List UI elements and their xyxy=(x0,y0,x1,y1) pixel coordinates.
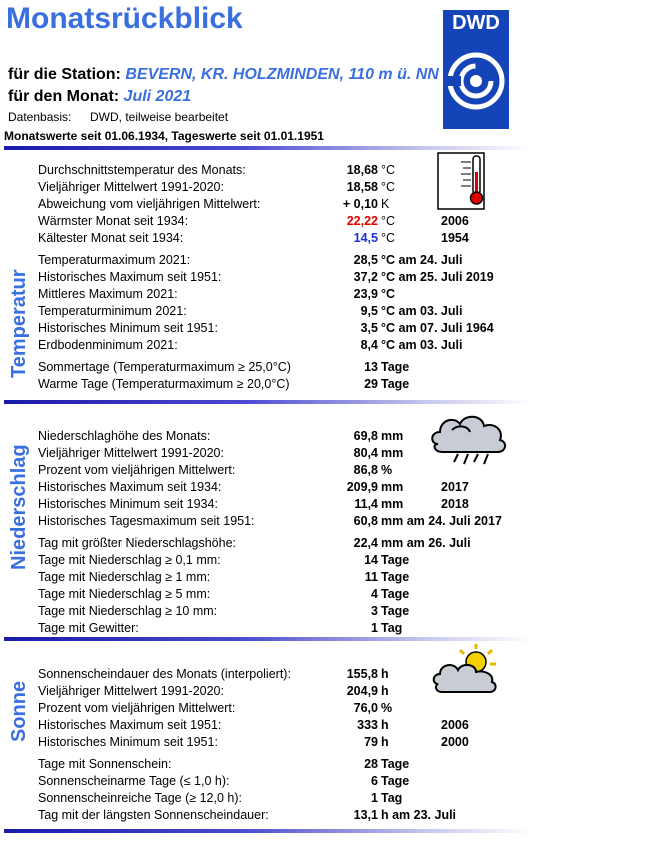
row-unit: Tage xyxy=(381,553,410,567)
row-label: Historisches Maximum seit 1951: xyxy=(38,270,222,284)
row-label: Historisches Minimum seit 1934: xyxy=(38,497,218,511)
row-unit: mm am 26. Juli xyxy=(381,536,471,550)
row-unit: K xyxy=(381,197,390,211)
row-label: Historisches Maximum seit 1951: xyxy=(38,718,222,732)
row-label: Historisches Minimum seit 1951: xyxy=(38,735,218,749)
row-unit: Tage xyxy=(381,604,410,618)
row-unit: mm am 24. Juli 2017 xyxy=(381,514,502,528)
row-year: 2018 xyxy=(441,497,469,511)
row-unit: °C am 24. Juli xyxy=(381,253,463,267)
station-label: für die Station: xyxy=(8,66,121,83)
month-line xyxy=(8,88,191,106)
row-unit: h xyxy=(381,667,389,681)
row-label: Vieljähriger Mittelwert 1991-2020: xyxy=(38,684,224,698)
row-year: 2006 xyxy=(441,214,469,228)
row-unit: mm xyxy=(381,446,404,460)
row-label: Mittleres Maximum 2021: xyxy=(38,287,178,301)
row-unit: % xyxy=(381,701,393,715)
row-value: 29 xyxy=(364,377,378,391)
row-unit: mm xyxy=(381,429,404,443)
row-value: 22,4 xyxy=(353,536,378,550)
row-label: Tage mit Gewitter: xyxy=(38,621,139,635)
row-value: 1 xyxy=(371,621,378,635)
row-label: Tage mit Sonnenschein: xyxy=(38,757,172,771)
row-value: 28,5 xyxy=(353,253,378,267)
row-unit: Tage xyxy=(381,377,410,391)
row-label: Abweichung vom vieljährigen Mittelwert: xyxy=(38,197,261,211)
row-unit: °C xyxy=(381,231,396,245)
row-label: Tage mit Niederschlag ≥ 1 mm: xyxy=(38,570,211,584)
row-label: Temperaturminimum 2021: xyxy=(38,304,187,318)
row-unit: mm xyxy=(381,480,404,494)
row-value: 3 xyxy=(371,604,378,618)
row-unit: mm xyxy=(381,497,404,511)
section-divider xyxy=(4,829,534,833)
row-value: 18,58 xyxy=(346,180,378,194)
row-unit: h xyxy=(381,718,389,732)
row-value: 80,4 xyxy=(353,446,378,460)
row-value: 79 xyxy=(364,735,378,749)
row-value: 1 xyxy=(371,791,378,805)
row-value: + 0,10 xyxy=(342,197,378,211)
row-label: Tage mit Niederschlag ≥ 5 mm: xyxy=(38,587,211,601)
row-unit: °C xyxy=(381,287,396,301)
row-label: Prozent vom vieljährigen Mittelwert: xyxy=(38,701,236,715)
row-value: 13,1 xyxy=(353,808,378,822)
row-unit: Tag xyxy=(381,621,403,635)
row-label: Sommertage (Temperaturmaximum ≥ 25,0°C) xyxy=(38,360,291,374)
row-label: Historisches Maximum seit 1934: xyxy=(38,480,222,494)
row-label: Tage mit Niederschlag ≥ 0,1 mm: xyxy=(38,553,221,567)
row-value: 204,9 xyxy=(346,684,378,698)
row-value: 28 xyxy=(364,757,378,771)
sun-cloud-icon xyxy=(432,640,504,696)
basis-value: DWD, teilweise bearbeitet xyxy=(90,110,229,124)
row-value: 11 xyxy=(364,570,378,584)
row-label: Sonnenscheindauer des Monats (interpoliert): xyxy=(38,667,291,681)
row-value: 209,9 xyxy=(346,480,378,494)
row-value: 22,22 xyxy=(346,214,378,228)
row-year: 1954 xyxy=(441,231,469,245)
row-year: 2000 xyxy=(441,735,469,749)
row-unit: Tage xyxy=(381,360,410,374)
row-unit: % xyxy=(381,463,393,477)
month-value: Juli 2021 xyxy=(123,88,192,105)
data-basis xyxy=(8,110,229,124)
row-label: Vieljähriger Mittelwert 1991-2020: xyxy=(38,180,224,194)
dwd-logo-text: DWD xyxy=(452,12,500,34)
row-label: Prozent vom vieljährigen Mittelwert: xyxy=(38,463,236,477)
row-unit: °C xyxy=(381,163,396,177)
page-title: Monatsrückblick xyxy=(6,2,243,35)
row-label: Niederschlaghöhe des Monats: xyxy=(38,429,211,443)
row-value: 11,4 xyxy=(354,497,378,511)
row-unit: Tage xyxy=(381,757,410,771)
row-unit: °C xyxy=(381,214,396,228)
section-label-temperatur: Temperatur xyxy=(8,269,30,378)
row-label: Temperaturmaximum 2021: xyxy=(38,253,191,267)
data-since-note: Monatswerte seit 01.06.1934, Tageswerte seit 01.01.1951 xyxy=(4,129,324,143)
row-unit: Tage xyxy=(381,587,410,601)
row-unit: °C am 03. Juli xyxy=(381,304,463,318)
row-unit: h am 23. Juli xyxy=(381,808,457,822)
row-value: 60,8 xyxy=(353,514,378,528)
row-label: Tag mit größter Niederschlagshöhe: xyxy=(38,536,237,550)
row-unit: °C xyxy=(381,180,396,194)
row-value: 76,0 xyxy=(353,701,378,715)
section-label-sonne: Sonne xyxy=(8,680,30,742)
row-label: Vieljähriger Mittelwert 1991-2020: xyxy=(38,446,224,460)
row-value: 8,4 xyxy=(360,338,378,352)
row-label: Durchschnittstemperatur des Monats: xyxy=(38,163,246,177)
row-label: Warme Tage (Temperaturmaximum ≥ 20,0°C) xyxy=(38,377,290,391)
month-label: für den Monat: xyxy=(8,88,120,105)
section-divider xyxy=(4,146,534,150)
row-value: 9,5 xyxy=(360,304,378,318)
section-divider xyxy=(4,400,534,404)
basis-label: Datenbasis: xyxy=(8,110,72,124)
row-value: 18,68 xyxy=(346,163,378,177)
row-value: 69,8 xyxy=(353,429,378,443)
row-label: Tage mit Niederschlag ≥ 10 mm: xyxy=(38,604,218,618)
row-unit: Tage xyxy=(381,774,410,788)
row-value: 155,8 xyxy=(346,667,378,681)
row-unit: Tage xyxy=(381,570,410,584)
row-label: Historisches Minimum seit 1951: xyxy=(38,321,218,335)
row-value: 86,8 xyxy=(353,463,378,477)
row-unit: h xyxy=(381,684,389,698)
section-label-niederschlag: Niederschlag xyxy=(8,444,30,570)
row-year: 2017 xyxy=(441,480,469,494)
row-value: 13 xyxy=(364,360,378,374)
row-value: 23,9 xyxy=(353,287,378,301)
row-label: Kältester Monat seit 1934: xyxy=(38,231,184,245)
row-unit: h xyxy=(381,735,389,749)
row-label: Historisches Tagesmaximum seit 1951: xyxy=(38,514,255,528)
row-value: 3,5 xyxy=(360,321,378,335)
row-year: 2006 xyxy=(441,718,469,732)
row-value: 14 xyxy=(364,553,378,567)
rain-cloud-icon xyxy=(428,408,510,470)
dwd-swirl-icon xyxy=(447,50,505,112)
row-label: Tag mit der längsten Sonnenscheindauer: xyxy=(38,808,269,822)
row-label: Erdbodenminimum 2021: xyxy=(38,338,178,352)
row-unit: °C am 03. Juli xyxy=(381,338,463,352)
row-value: 333 xyxy=(357,718,378,732)
row-label: Sonnenscheinarme Tage (≤ 1,0 h): xyxy=(38,774,230,788)
row-value: 37,2 xyxy=(353,270,378,284)
station-value: BEVERN, KR. HOLZMINDEN, 110 m ü. NN xyxy=(125,66,439,83)
row-value: 14,5 xyxy=(353,231,378,245)
row-label: Sonnenscheinreiche Tage (≥ 12,0 h): xyxy=(38,791,242,805)
row-value: 6 xyxy=(371,774,378,788)
row-unit: °C am 25. Juli 2019 xyxy=(381,270,494,284)
station-line xyxy=(8,66,439,84)
thermometer-icon xyxy=(437,152,485,210)
row-unit: Tag xyxy=(381,791,403,805)
row-value: 4 xyxy=(371,587,378,601)
row-label: Wärmster Monat seit 1934: xyxy=(38,214,189,228)
row-unit: °C am 07. Juli 1964 xyxy=(381,321,494,335)
